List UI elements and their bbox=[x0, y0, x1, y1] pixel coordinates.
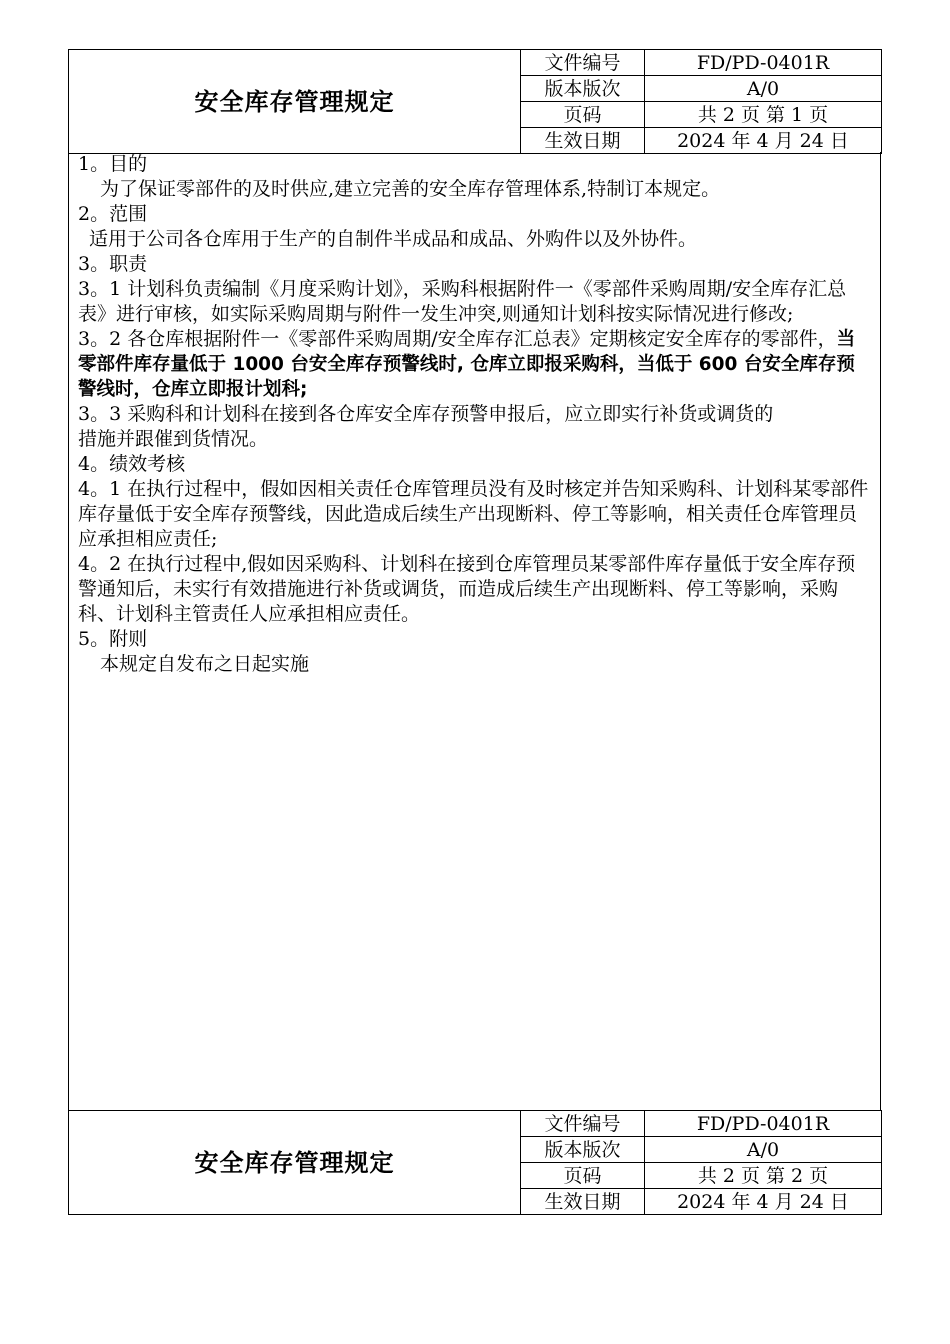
document-title: 安全库存管理规定 bbox=[69, 50, 521, 154]
section-3-2-text bbox=[78, 327, 873, 402]
section-3-2-bold: 当零部件库存量低于 1000 台安全库存预警线时, 仓库立即报采购科，当低于 600 台安全库存预警线时，仓库立即报计划科; bbox=[78, 329, 856, 400]
page-value: 共 2 页 第 1 页 bbox=[645, 102, 882, 128]
effective-date-value-2: 2024 年 4 月 24 日 bbox=[645, 1189, 882, 1215]
section-3-3-continued: 措施并跟催到货情况。 bbox=[78, 428, 269, 450]
doc-number-label: 文件编号 bbox=[521, 50, 645, 76]
section-4-heading: 4。绩效考核 bbox=[78, 453, 186, 475]
section-4-1-text: 4。1 在执行过程中，假如因相关责任仓库管理员没有及时核定并告知采购科、计划科某零部件库存量低于安全库存预警线，因此造成后续生产出现断料、停工等影响，相关责任仓库管理员应承担相应责任; bbox=[78, 478, 869, 550]
version-label: 版本版次 bbox=[521, 76, 645, 102]
document-header-page-1 bbox=[68, 49, 882, 154]
section-1-text: 为了保证零部件的及时供应,建立完善的安全库存管理体系,特制订本规定。 bbox=[100, 178, 721, 200]
page-value-2: 共 2 页 第 2 页 bbox=[645, 1163, 882, 1189]
section-3-heading: 3。职责 bbox=[78, 253, 148, 275]
document-body bbox=[68, 152, 881, 1110]
version-value: A/0 bbox=[645, 76, 882, 102]
section-3-3-text: 3。3 采购科和计划科在接到各仓库安全库存预警申报后，应立即实行补货或调货的 bbox=[78, 403, 774, 425]
doc-number-label-2: 文件编号 bbox=[521, 1111, 645, 1137]
document-content bbox=[78, 152, 873, 677]
section-5-heading: 5。附则 bbox=[78, 628, 148, 650]
version-value-2: A/0 bbox=[645, 1137, 882, 1163]
section-4-2-text: 4。2 在执行过程中,假如因采购科、计划科在接到仓库管理员某零部件库存量低于安全库存预警通知后，未实行有效措施进行补货或调货，而造成后续生产出现断料、停工等影响，采购科、计划科主管责任人应承担相应责任。 bbox=[78, 553, 856, 625]
document-title-2: 安全库存管理规定 bbox=[69, 1111, 521, 1215]
version-label-2: 版本版次 bbox=[521, 1137, 645, 1163]
doc-number-value: FD/PD-0401R bbox=[645, 50, 882, 76]
page-label: 页码 bbox=[521, 102, 645, 128]
section-3-1-text: 3。1 计划科负责编制《月度采购计划》，采购科根据附件一《零部件采购周期/安全库存汇总表》进行审核，如实际采购周期与附件一发生冲突,则通知计划科按实际情况进行修改; bbox=[78, 278, 847, 325]
effective-date-label: 生效日期 bbox=[521, 128, 645, 154]
section-2-text: 适用于公司各仓库用于生产的自制件半成品和成品、外购件以及外协件。 bbox=[89, 228, 698, 250]
section-5-text: 本规定自发布之日起实施 bbox=[100, 653, 310, 675]
document-header-page-2 bbox=[68, 1110, 882, 1215]
section-3-2-normal: 3。2 各仓库根据附件一《零部件采购周期/安全库存汇总表》定期核定安全库存的零部件， bbox=[78, 328, 837, 350]
section-1-heading: 1。目的 bbox=[78, 153, 148, 175]
section-2-heading: 2。范围 bbox=[78, 203, 148, 225]
doc-number-value-2: FD/PD-0401R bbox=[645, 1111, 882, 1137]
effective-date-value: 2024 年 4 月 24 日 bbox=[645, 128, 882, 154]
page-label-2: 页码 bbox=[521, 1163, 645, 1189]
effective-date-label-2: 生效日期 bbox=[521, 1189, 645, 1215]
